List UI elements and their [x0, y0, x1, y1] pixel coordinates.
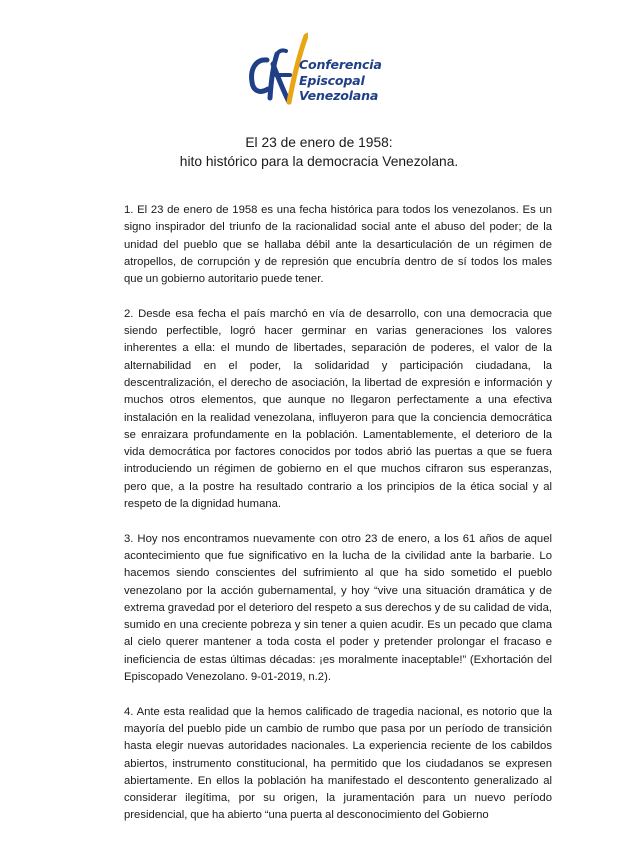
paragraph-1: 1. El 23 de enero de 1958 es una fecha histórica para todos los venezolanos. Es un signo inspirador del triunfo de la racionalidad social ante el abuso del poder; de la unidad del pueblo que se hallaba débil ante la desarticulación de un régimen de atropellos, de corrupción y de represión que encubría dentro de sí todos los males que un gobierno autoritario puede tener.: [124, 204, 552, 286]
document-title: [60, 134, 578, 171]
paragraph-3: 3. Hoy nos encontramos nuevamente con otro 23 de enero, a los 61 años de aquel acontecimiento que fue significativo en la lucha de la civilidad ante la barbarie. Lo hacemos siendo conscientes del sufrimiento al que ha sido sometido el pueblo venezolano por la acción gubernamental, y hoy “vive una situación dramática y de extrema gravedad por el deterioro del respeto a sus derechos y de su calidad de vida, sumido en una creciente pobreza y sin tener a quien acudir. Es un pecado que clama al cielo querer mantener a toda costa el poder y pretender prolongar el fracaso e ineficiencia de estas últimas décadas: ¡es moralmente inaceptable!” (Exhortación del Episcopado Venezolano. 9-01-2019, n.2).: [124, 532, 552, 684]
cev-logo: [246, 30, 396, 108]
paragraph-2: 2. Desde esa fecha el país marchó en vía de desarrollo, con una democracia que siendo perfectible, logró hacer germinar en varias generaciones los valores inherentes a ella: el mundo de libertades, separación de poderes, el valor de la alternabilidad en el poder, la solidaridad y participación ciudadana, la descentralización, el derecho de asociación, la libertad de expresión e información y muchos otros elementos, que aunque no llegaron perfectamente a una efectiva instalación en la realidad venezolana, influyeron para que la conciencia democrática se enraizara profundamente en la población. Lamentablemente, el deterioro de la vida democrática por factores conocidos por todos abrió las puertas a que se fuera introduciendo un régimen de gobierno en el que muchos cifraron sus esperanzas, pero que, a la postre ha resultado contrario a los principios de la ética social y al respeto de la dignidad humana.: [124, 307, 552, 511]
logo-line-conferencia: Conferencia: [299, 57, 382, 72]
logo-wordmark: [299, 57, 399, 104]
document-body: [124, 202, 552, 842]
logo-line-venezolana: Venezolana: [299, 88, 379, 103]
title-line-1: El 23 de enero de 1958:: [245, 135, 393, 150]
paragraph-4: 4. Ante esta realidad que la hemos calificado de tragedia nacional, es notorio que la mayoría del pueblo pide un cambio de rumbo que pasa por un período de transición hasta elegir nuevas autoridades nacionales. La experiencia reciente de los cabildos abiertos, instrumento constitucional, ha permitido que los ciudadanos se expresen abiertamente. En ellos la población ha manifestado el descontento generalizado al considerar ilegítima, por su origen, la juramentación para un nuevo período presidencial, que ha abierto “una puerta al desconocimiento del Gobierno: [124, 705, 552, 822]
logo-line-episcopal: Episcopal: [299, 72, 365, 88]
title-line-2: hito histórico para la democracia Venezolana.: [179, 153, 459, 169]
